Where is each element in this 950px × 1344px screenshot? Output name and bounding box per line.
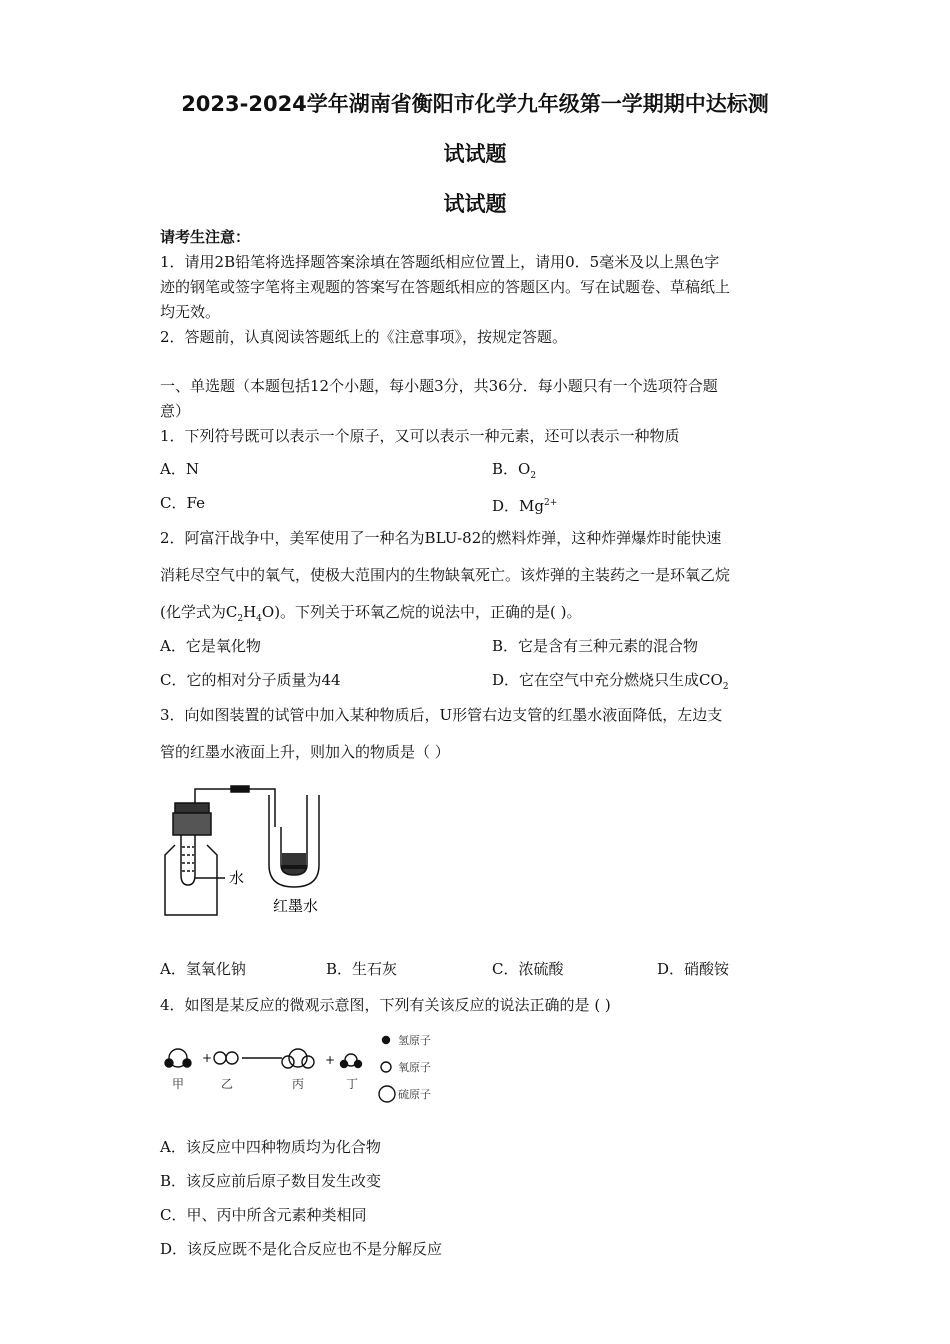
q1-option-b: B．$O_2$ (492, 460, 537, 481)
exam-title-line2: 试试题 (443, 142, 507, 166)
q1-option-a: A．N (160, 460, 199, 478)
notice-heading: 请考生注意： (160, 228, 251, 246)
yi-oxygen-atom-1 (214, 1052, 226, 1064)
q1-option-d: D．$Mg^{2+}$ (492, 497, 558, 515)
label-bing: 丙 (292, 1077, 305, 1091)
q3-apparatus-figure (155, 775, 345, 925)
q2-option-d: D．它在空气中充分燃烧只生成$CO_2$ (492, 671, 729, 692)
q3-option-a: A．氢氧化钠 (160, 960, 246, 978)
q2-line1: 2．阿富汗战争中，美军使用了一种名为BLU-82的燃料炸弹，这种炸弹爆炸时能快速 (160, 529, 722, 547)
notice-item1-line1: 1．请用2B铅笔将选择题答案涂填在答题纸相应位置上，请用0．5毫米及以上黑色字 (160, 253, 720, 271)
q2-option-b: B．它是含有三种元素的混合物 (492, 637, 699, 655)
q4-option-d: D．该反应既不是化合反应也不是分解反应 (160, 1240, 443, 1258)
q4-option-a: A．该反应中四种物质均为化合物 (160, 1138, 381, 1156)
q3-line1: 3．向如图装置的试管中加入某种物质后，U形管右边支管的红墨水液面降低，左边支 (160, 706, 723, 724)
legend-o-symbol (381, 1062, 391, 1072)
label-water: 水 (229, 869, 245, 887)
svg-text:+: + (202, 1051, 213, 1065)
test-tube (181, 835, 195, 885)
q2-line3: (化学式为$C_2H_4O$)。下列关于环氧乙烷的说法中，正确的是( )。 (160, 603, 582, 624)
q2-line2: 消耗尽空气中的氧气，使极大范围内的生物缺氧死亡。该炸弹的主装药之一是环氧乙烷 (160, 566, 731, 584)
q1-option-c: C．Fe (160, 494, 205, 512)
legend-h-symbol (383, 1037, 390, 1044)
q2-option-a: A．它是氧化物 (160, 637, 261, 655)
q4-option-c: C．甲、丙中所含元素种类相同 (160, 1206, 367, 1224)
legend-h-label: 氢原子 (398, 1034, 431, 1047)
section-heading-line2: 意） (160, 402, 191, 420)
bottle-outline (165, 845, 217, 915)
legend-o-label: 氧原子 (398, 1061, 431, 1074)
label-red-ink: 红墨水 (273, 897, 319, 915)
q1-stem: 1．下列符号既可以表示一个原子，又可以表示一种元素，还可以表示一种物质 (160, 427, 680, 445)
q2-option-c: C．它的相对分子质量为44 (160, 671, 341, 689)
legend-s-label: 硫原子 (398, 1088, 431, 1101)
stopper-top (175, 803, 209, 813)
q3-option-c: C．浓硫酸 (492, 960, 564, 978)
q3-option-b: B．生石灰 (326, 960, 398, 978)
yi-oxygen-atom-2 (226, 1052, 238, 1064)
q4-stem: 4．如图是某反应的微观示意图，下列有关该反应的说法正确的是 ( ) (160, 996, 611, 1014)
section-heading-line1: 一、单选题（本题包括12个小题，每小题3分，共36分．每小题只有一个选项符合题 (160, 377, 718, 395)
notice-item1-line3: 均无效。 (160, 303, 221, 321)
exam-title-line1: 2023-2024学年湖南省衡阳市化学九年级第一学期期中达标测 (181, 92, 769, 116)
notice-item2: 2．答题前，认真阅读答题纸上的《注意事项》，按规定答题。 (160, 328, 568, 346)
svg-text:+: + (325, 1053, 336, 1067)
exam-title-line3: 试试题 (443, 192, 507, 216)
q4-option-b: B．该反应前后原子数目发生改变 (160, 1172, 382, 1190)
notice-item1-line2: 迹的钢笔或签字笔将主观题的答案写在答题纸相应的答题区内。写在试题卷、草稿纸上 (160, 278, 731, 296)
q4-reaction-figure (158, 1030, 458, 1110)
q3-line2: 管的红墨水液面上升，则加入的物质是（ ） (160, 743, 450, 761)
stopper-body (173, 813, 211, 835)
legend-s-symbol (379, 1086, 395, 1102)
label-jia: 甲 (172, 1077, 185, 1091)
label-yi: 乙 (221, 1077, 234, 1091)
label-ding: 丁 (346, 1077, 359, 1091)
q3-option-d: D．硝酸铵 (657, 960, 730, 978)
